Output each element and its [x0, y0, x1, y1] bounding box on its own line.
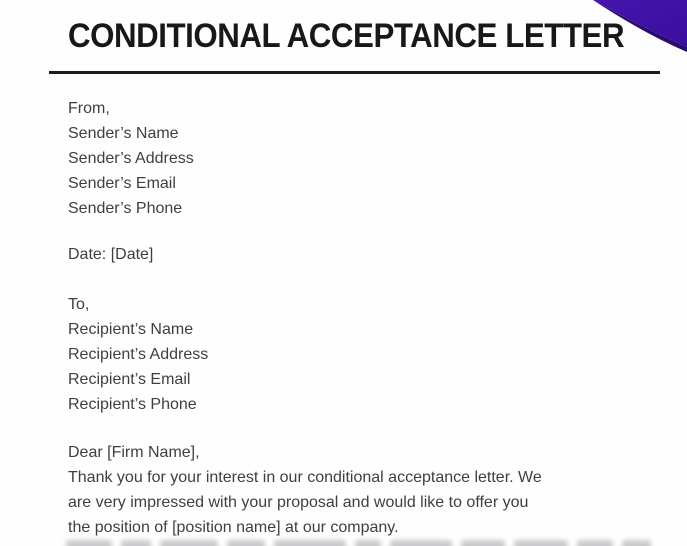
sender-email-line: Sender’s Email	[68, 175, 176, 192]
blur-smudge	[622, 540, 651, 546]
blur-smudge	[160, 540, 218, 546]
date-line: Date: [Date]	[68, 246, 154, 263]
body-line: the position of [position name] at our company.	[68, 519, 399, 536]
title-divider-rule	[49, 71, 660, 74]
recipient-name-line: Recipient’s Name	[68, 321, 194, 338]
recipient-address-line: Recipient’s Address	[68, 346, 209, 363]
blur-smudge	[274, 540, 346, 546]
blur-smudge	[227, 540, 265, 546]
sender-address-line: Sender’s Address	[68, 150, 194, 167]
to-label: To,	[68, 296, 90, 313]
page-title: CONDITIONAL ACCEPTANCE LETTER	[68, 17, 625, 55]
blur-smudge	[121, 540, 151, 546]
sender-phone-line: Sender’s Phone	[68, 200, 183, 217]
blur-smudge	[355, 540, 381, 546]
date-block	[68, 242, 153, 267]
cutoff-blurred-text-line	[66, 540, 651, 546]
sender-name-line: Sender’s Name	[68, 125, 179, 142]
blur-smudge	[514, 540, 568, 546]
salutation-line: Dear [Firm Name],	[68, 444, 200, 461]
body-line: Thank you for your interest in our conditional acceptance letter. We	[68, 469, 542, 486]
blur-smudge	[577, 540, 613, 546]
body-line: are very impressed with your proposal and would like to offer you	[68, 494, 529, 511]
blur-smudge	[461, 540, 505, 546]
letter-body-block	[68, 440, 542, 540]
recipient-phone-line: Recipient’s Phone	[68, 396, 197, 413]
blur-smudge	[390, 540, 452, 546]
blur-smudge	[66, 540, 112, 546]
recipient-block	[68, 292, 208, 417]
sender-block	[68, 96, 194, 221]
from-label: From,	[68, 100, 110, 117]
recipient-email-line: Recipient’s Email	[68, 371, 191, 388]
